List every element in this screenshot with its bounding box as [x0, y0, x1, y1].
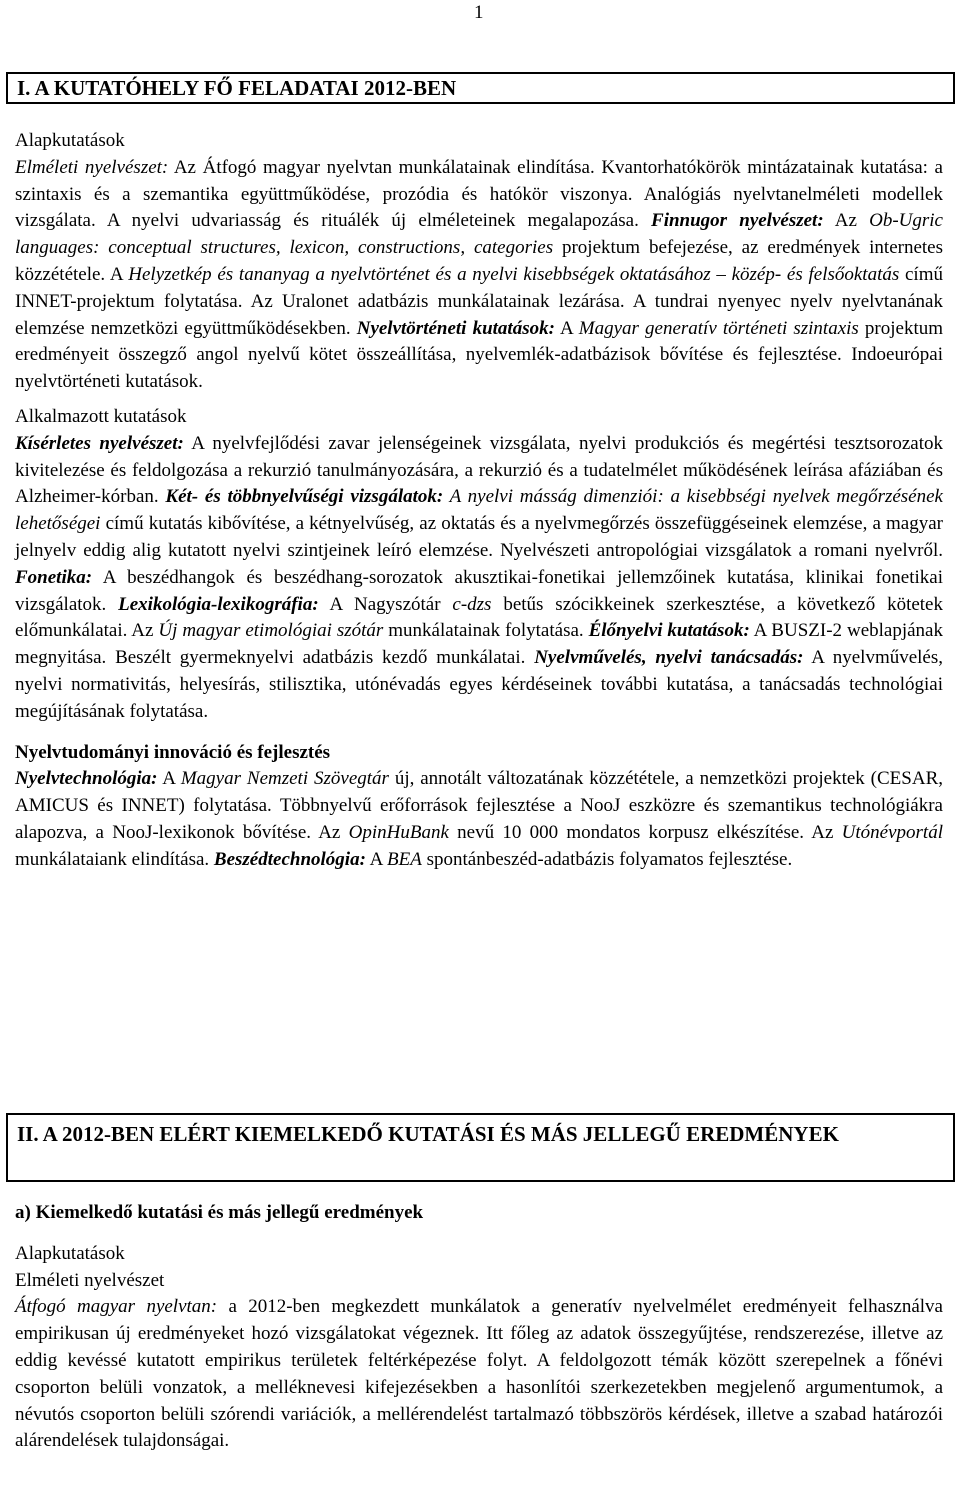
text-run: A beszédhangok és beszédhang-sorozatok akusztikai-fonetikai jellemzőinek kutatása, klinikai fonetikai vizsgálatok. [15, 566, 943, 615]
fonetika-label: Fonetika: [15, 566, 93, 588]
text-run: A BUSZI-2 weblapjának megnyitása. Beszélt gyermeknyelvi adatbázis kezdő munkálatai. [15, 620, 943, 669]
alkalmazott-heading: Alkalmazott kutatások [15, 405, 187, 427]
section-2-heading: II. A 2012-BEN ELÉRT KIEMELKEDŐ KUTATÁSI ÉS MÁS JELLEGŰ EREDMÉNYEK [6, 1113, 955, 1182]
text-run: spontánbeszéd-adatbázis folyamatos fejlesztése. [421, 848, 793, 870]
elmeleti-label: Elméleti nyelvészet: [15, 156, 169, 178]
text-run: A [365, 848, 388, 870]
text-run: Az Átfogó magyar nyelvtan munkálatainak elindítása. Kvantorhatókörök mintázatainak kutatása: a szintaxis és a szemantika együttműködése, prozódia és hatókör viszonya. Analógiás nyelvtanelméleti modellek vizsgálata. A nyelvi udvariasság és rituálék új elméleteinek megalapozása. [15, 156, 943, 232]
generativ-title: Magyar generatív történeti szintaxis [578, 317, 859, 339]
innovacio-heading [15, 740, 943, 767]
c-dzs-text: c-dzs [452, 593, 492, 615]
atfogo-label: Átfogó magyar nyelvtan: [15, 1296, 218, 1318]
text-run: A [157, 768, 181, 790]
elonyelvi-label: Élőnyelvi kutatások: [588, 620, 750, 642]
section-2-subtitle: a) Kiemelkedő kutatási és más jellegű eredmények [15, 1202, 424, 1223]
text-run: A nyelvfejlődési zavar jelenségeinek vizsgálata, nyelvi produkciós és megértési tesztsorozatok kivitelezése és feldolgozása a rekurzió tanulmányozására, a rekurzió és a tudatelmélet működésének leírása afáziában és Alzheimer-kórban. [15, 432, 943, 508]
text-run: új, annotált változatának közzététele, a nemzetközi projektek (CESAR, AMICUS és INNET) folytatása. Többnyelvű erőforrások fejlesztése a NooJ eszközre és szemantikus technológiákra alapozva, a NooJ-lexikonok bővítése. Az [15, 768, 943, 843]
massag-title: A nyelvi másság dimenziói: a kisebbségi nyelvek megőrzésének lehetőségei [15, 486, 943, 535]
helyzetkep-title: Helyzetkép és tananyag a nyelvtörténet és a nyelvi kisebbségek oktatásához – közép- és felsőoktatás [128, 263, 900, 285]
etimologiai-title: Új magyar etimológiai szótár [158, 620, 384, 642]
szovegtar-title: Magyar Nemzeti Szövegtár [180, 768, 389, 790]
nyelvtorteneti-label: Nyelvtörténeti kutatások: [356, 317, 555, 339]
nyelvmuveles-label: Nyelvművelés, nyelvi tanácsadás: [534, 647, 804, 669]
text-run: című INNET-projektum folytatása. Az Uralonet adatbázis munkálatainak lezárása. A tundrai nyenyec nyelv nyelvtanának elemzése nemzetközi együttműködésekben. [15, 263, 943, 339]
text-run: Az [823, 210, 870, 232]
section-1-body [15, 128, 943, 874]
page-number: 1 [474, 2, 484, 23]
section-1-heading: I. A KUTATÓHELY FŐ FELADATAI 2012-BEN [6, 72, 955, 104]
text-run: A nyelvművelés, nyelvi normativitás, helyesírás, stilisztika, utónévadás egyes kérdéseinek további kutatása, a tanácsadás technológiai megújításának folytatása. [15, 647, 944, 722]
section-2-body [15, 1200, 943, 1455]
text-run: a 2012-ben megkezdett munkálatok a generatív nyelvelmélet eredményeit felhasználva empirikusan új eredményeket hozó vizsgálatokat végeznek. Itt főleg az adatok összegyűjtése, rendszerezése, illetve az eddig kevéssé kutatott empirikus területek feltérképezése folyt. A feldolgozott témák között szerepelnek a főnévi csoporton belüli vonzatok, a melléknevesi kifejezésekben a hasonlítói szerkezetekben megjelenő argumentumok, a névutós csoporton belüli szórendi variációk, a mellérendelést tartalmazó többszörös kérdések, illetve a szabad határozói alárendelések tulajdonságai. [15, 1296, 943, 1452]
text-run: A Nagyszótár [318, 593, 453, 615]
nyelvtechnologia-label: Nyelvtechnológia: [15, 768, 158, 790]
innovacio-heading-text: Nyelvtudományi innováció és fejlesztés [15, 741, 331, 763]
alapkutatasok-paragraph [15, 155, 943, 396]
utonevportal-text: Utónévportál [841, 821, 943, 843]
text-run: munkálatainak folytatása. [383, 620, 589, 642]
alkalmazott-paragraph [15, 431, 943, 726]
text-run: betűs szócikkeinek szerkesztése, a következő kötetek előmunkálatai. Az [15, 593, 943, 642]
opinhubank-text: OpinHuBank [348, 821, 449, 843]
section-2-paragraph [15, 1294, 943, 1455]
text-run: A [554, 317, 579, 339]
beszedtechnologia-label: Beszédtechnológia: [213, 848, 366, 870]
text-run: projektum eredményeit összegző angol nyelvű kötet összeállítása, nyelvemlék-adatbázisok bővítése és fejlesztése. Indoeurópai nyelvtörténeti kutatások. [15, 317, 944, 393]
alapkutatasok-heading: Alapkutatások [15, 130, 125, 151]
finnugor-label: Finnugor nyelvészet: [651, 210, 824, 232]
ob-ugric-title: Ob-Ugric languages: conceptual structures, lexicon, constructions, categories [15, 210, 943, 259]
lexikologia-label: Lexikológia-lexikográfia: [118, 593, 319, 615]
text-run: című kutatás kibővítése, a kétnyelvűség, az oktatás és a nyelvmegőrzés összefüggéseinek elemzése, a magyar jelnyelv eddig alig kutatott nyelvi szintjeinek leíró elemzése. Nyelvészeti antropológiai vizsgálatok a romani nyelvről. [15, 513, 943, 561]
bea-text: BEA [387, 848, 422, 870]
innovacio-paragraph [15, 766, 943, 873]
text-run: projektum befejezése, az eredmények internetes közzététele. A [15, 237, 943, 285]
text-run: nevű 10 000 mondatos korpusz elkészítése. Az [448, 821, 842, 843]
kiserletes-label: Kísérletes nyelvészet: [15, 432, 184, 454]
section-2-heading-alapkutatasok: Alapkutatások [15, 1242, 125, 1264]
section-2-heading-elmeleti: Elméleti nyelvészet [15, 1269, 165, 1291]
tobbnyelvusegi-label: Két- és többnyelvűségi vizsgálatok: [165, 486, 444, 508]
text-run: munkálataiank elindítása. [15, 848, 214, 870]
